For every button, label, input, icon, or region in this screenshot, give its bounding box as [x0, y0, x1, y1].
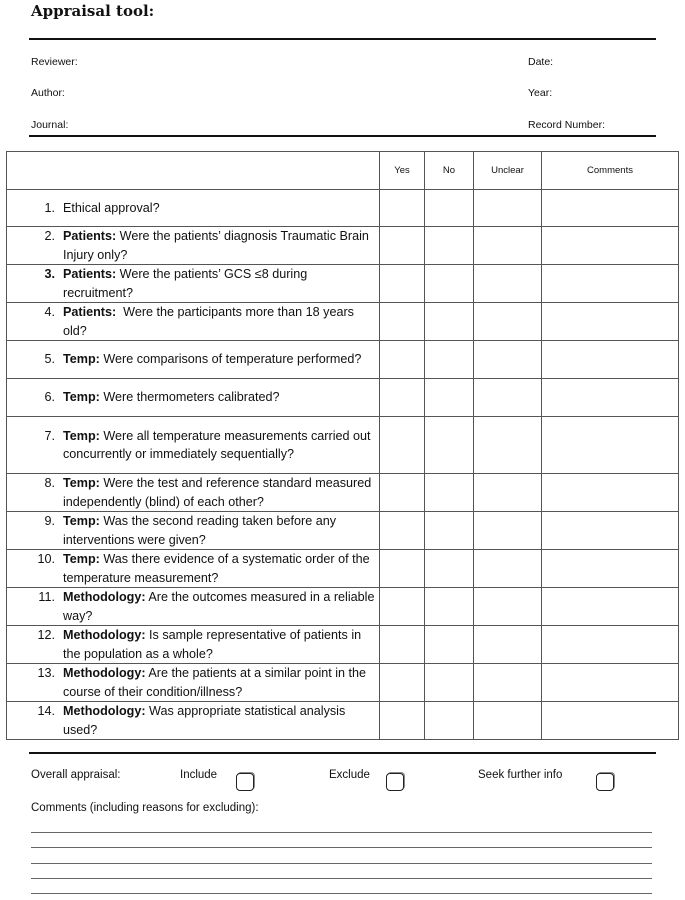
- question-body: Were the patients’ diagnosis Traumatic Brain Injury only?: [63, 229, 373, 262]
- no-cell[interactable]: [425, 588, 474, 626]
- question-body: Ethical approval?: [63, 200, 160, 215]
- question-cell: [7, 227, 380, 265]
- question-number: 2.: [44, 229, 55, 243]
- no-cell[interactable]: [425, 626, 474, 664]
- unclear-cell[interactable]: [474, 702, 542, 740]
- table-row: [7, 664, 679, 702]
- question-number: 10.: [37, 552, 55, 566]
- unclear-cell[interactable]: [474, 588, 542, 626]
- unclear-cell[interactable]: [474, 474, 542, 512]
- comments-cell[interactable]: [542, 588, 679, 626]
- no-cell[interactable]: [425, 474, 474, 512]
- unclear-cell[interactable]: [474, 512, 542, 550]
- question-cell: [7, 474, 380, 512]
- question-number: 3.: [44, 267, 55, 281]
- record-number-label: Record Number:: [528, 119, 606, 131]
- comments-cell[interactable]: [542, 512, 679, 550]
- comments-label: Comments (including reasons for excluding):: [31, 802, 259, 814]
- question-cell: [7, 588, 380, 626]
- exclude-label: Exclude: [329, 769, 370, 781]
- comments-cell[interactable]: [542, 550, 679, 588]
- question-category: Temp:: [63, 476, 100, 490]
- question-text: [63, 550, 379, 587]
- question-cell: [7, 190, 380, 227]
- question-category: Methodology:: [63, 666, 146, 680]
- no-cell[interactable]: [425, 417, 474, 474]
- unclear-cell[interactable]: [474, 379, 542, 417]
- question-number: 9.: [44, 514, 55, 528]
- no-cell[interactable]: [425, 303, 474, 341]
- question-category: Patients:: [63, 267, 117, 281]
- table-row: [7, 626, 679, 664]
- date-label: Date:: [528, 56, 554, 68]
- question-cell: [7, 512, 380, 550]
- question-cell: [7, 626, 380, 664]
- seek-further-info-checkbox[interactable]: [596, 773, 614, 791]
- table-row: [7, 379, 679, 417]
- year-label: Year:: [528, 87, 553, 99]
- table-row: [7, 588, 679, 626]
- yes-cell[interactable]: [380, 190, 425, 227]
- yes-cell[interactable]: [380, 588, 425, 626]
- yes-cell[interactable]: [380, 379, 425, 417]
- question-text: [63, 664, 379, 701]
- table-row: [7, 303, 679, 341]
- yes-cell[interactable]: [380, 341, 425, 379]
- question-body: Were the patients’ GCS ≤8 during recruitment?: [63, 267, 311, 300]
- question-body: Was appropriate statistical analysis used?: [63, 704, 349, 737]
- question-body: Were thermometers calibrated?: [99, 390, 280, 405]
- question-category: Temp:: [63, 552, 100, 566]
- table-row: [7, 474, 679, 512]
- comments-cell[interactable]: [542, 265, 679, 303]
- comments-cell[interactable]: [542, 626, 679, 664]
- comments-cell[interactable]: [542, 227, 679, 265]
- question-body: Is sample representative of patients in the population as a whole?: [63, 628, 365, 661]
- question-category: Patients:: [63, 229, 117, 243]
- question-cell: [7, 303, 380, 341]
- no-cell[interactable]: [425, 664, 474, 702]
- page-title: Appraisal tool:: [31, 2, 155, 20]
- no-cell[interactable]: [425, 190, 474, 227]
- table-row: [7, 550, 679, 588]
- header-bottom-rule: [29, 135, 656, 137]
- question-category: Methodology:: [63, 704, 146, 718]
- question-text: [63, 350, 361, 369]
- column-header-no: No: [425, 152, 474, 190]
- yes-cell[interactable]: [380, 550, 425, 588]
- yes-cell[interactable]: [380, 626, 425, 664]
- table-header-row: [7, 152, 679, 190]
- question-number: 5.: [44, 352, 55, 367]
- question-cell: [7, 341, 380, 379]
- no-cell[interactable]: [425, 379, 474, 417]
- comments-cell[interactable]: [542, 303, 679, 341]
- unclear-cell[interactable]: [474, 626, 542, 664]
- unclear-cell[interactable]: [474, 417, 542, 474]
- overall-appraisal-label: Overall appraisal:: [31, 769, 121, 781]
- question-text: [63, 388, 280, 407]
- journal-label: Journal:: [31, 119, 69, 131]
- question-text: [63, 427, 379, 464]
- question-number: 14.: [37, 704, 55, 718]
- no-cell[interactable]: [425, 702, 474, 740]
- unclear-cell[interactable]: [474, 227, 542, 265]
- column-header-yes: Yes: [380, 152, 425, 190]
- question-cell: [7, 702, 380, 740]
- comment-line[interactable]: [31, 893, 652, 894]
- table-row: [7, 702, 679, 740]
- question-category: Methodology:: [63, 590, 146, 604]
- question-body: Are the outcomes measured in a reliable way?: [63, 590, 378, 623]
- question-number: 7.: [44, 428, 55, 443]
- comments-cell[interactable]: [542, 341, 679, 379]
- unclear-cell[interactable]: [474, 265, 542, 303]
- question-number: 13.: [37, 666, 55, 680]
- table-row: [7, 265, 679, 303]
- yes-cell[interactable]: [380, 702, 425, 740]
- question-category: Methodology:: [63, 628, 146, 642]
- comments-cell[interactable]: [542, 190, 679, 227]
- question-text: [63, 303, 379, 340]
- question-body: Was the second reading taken before any interventions were given?: [63, 514, 340, 547]
- question-number: 11.: [38, 590, 55, 604]
- question-category: Temp:: [63, 428, 100, 443]
- column-header-comments: Comments: [542, 152, 679, 190]
- question-number: 6.: [44, 390, 55, 405]
- comments-cell[interactable]: [542, 417, 679, 474]
- question-body: Were the participants more than 18 years old?: [63, 305, 358, 338]
- question-category: Temp:: [63, 352, 100, 367]
- question-number: 8.: [44, 476, 55, 490]
- no-cell[interactable]: [425, 265, 474, 303]
- unclear-cell[interactable]: [474, 664, 542, 702]
- question-category: Temp:: [63, 514, 100, 528]
- question-body: Were the test and reference standard measured independently (blind) of each other?: [63, 476, 375, 509]
- question-body: Were all temperature measurements carried out concurrently or immediately sequentially?: [63, 428, 375, 461]
- table-row: [7, 512, 679, 550]
- question-text: [63, 702, 379, 739]
- column-header-unclear: Unclear: [474, 152, 542, 190]
- appraisal-table: [6, 151, 679, 740]
- table-row: [7, 227, 679, 265]
- question-cell: [7, 379, 380, 417]
- question-cell: [7, 664, 380, 702]
- question-text: [63, 199, 160, 218]
- question-text: [63, 588, 379, 625]
- comments-cell[interactable]: [542, 702, 679, 740]
- reviewer-label: Reviewer:: [31, 56, 78, 68]
- yes-cell[interactable]: [380, 417, 425, 474]
- question-number: 12.: [37, 628, 55, 642]
- question-category: Patients:: [63, 305, 117, 319]
- no-cell[interactable]: [425, 227, 474, 265]
- question-cell: [7, 417, 380, 474]
- author-label: Author:: [31, 87, 65, 99]
- question-cell: [7, 550, 380, 588]
- yes-cell[interactable]: [380, 265, 425, 303]
- question-body: Were comparisons of temperature performed?: [99, 352, 362, 367]
- no-cell[interactable]: [425, 341, 474, 379]
- no-cell[interactable]: [425, 512, 474, 550]
- comments-cell[interactable]: [542, 664, 679, 702]
- header-top-rule: [29, 38, 656, 40]
- column-header-question: [7, 152, 380, 190]
- question-cell: [7, 265, 380, 303]
- unclear-cell[interactable]: [474, 303, 542, 341]
- yes-cell[interactable]: [380, 303, 425, 341]
- yes-cell[interactable]: [380, 664, 425, 702]
- question-text: [63, 626, 379, 663]
- question-text: [63, 265, 379, 302]
- comment-line[interactable]: [31, 878, 652, 879]
- table-row: [7, 190, 679, 227]
- question-text: [63, 512, 379, 549]
- question-category: Temp:: [63, 390, 100, 405]
- comment-line[interactable]: [31, 847, 652, 848]
- question-number: 4.: [44, 305, 55, 319]
- seek-further-info-label: Seek further info: [478, 769, 563, 781]
- yes-cell[interactable]: [380, 474, 425, 512]
- yes-cell[interactable]: [380, 512, 425, 550]
- unclear-cell[interactable]: [474, 550, 542, 588]
- include-checkbox[interactable]: [236, 773, 254, 791]
- unclear-cell[interactable]: [474, 341, 542, 379]
- table-row: [7, 417, 679, 474]
- exclude-checkbox[interactable]: [386, 773, 404, 791]
- no-cell[interactable]: [425, 550, 474, 588]
- yes-cell[interactable]: [380, 227, 425, 265]
- comments-cell[interactable]: [542, 379, 679, 417]
- question-text: [63, 227, 379, 264]
- comment-line[interactable]: [31, 863, 652, 864]
- table-row: [7, 341, 679, 379]
- question-body: Was there evidence of a systematic order of the temperature measurement?: [63, 552, 374, 585]
- include-label: Include: [180, 769, 218, 781]
- question-number: 1.: [44, 200, 55, 215]
- comments-cell[interactable]: [542, 474, 679, 512]
- comment-line[interactable]: [31, 832, 652, 833]
- footer-top-rule: [29, 752, 656, 754]
- question-body: Are the patients at a similar point in the course of their condition/illness?: [63, 666, 370, 699]
- question-text: [63, 474, 379, 511]
- unclear-cell[interactable]: [474, 190, 542, 227]
